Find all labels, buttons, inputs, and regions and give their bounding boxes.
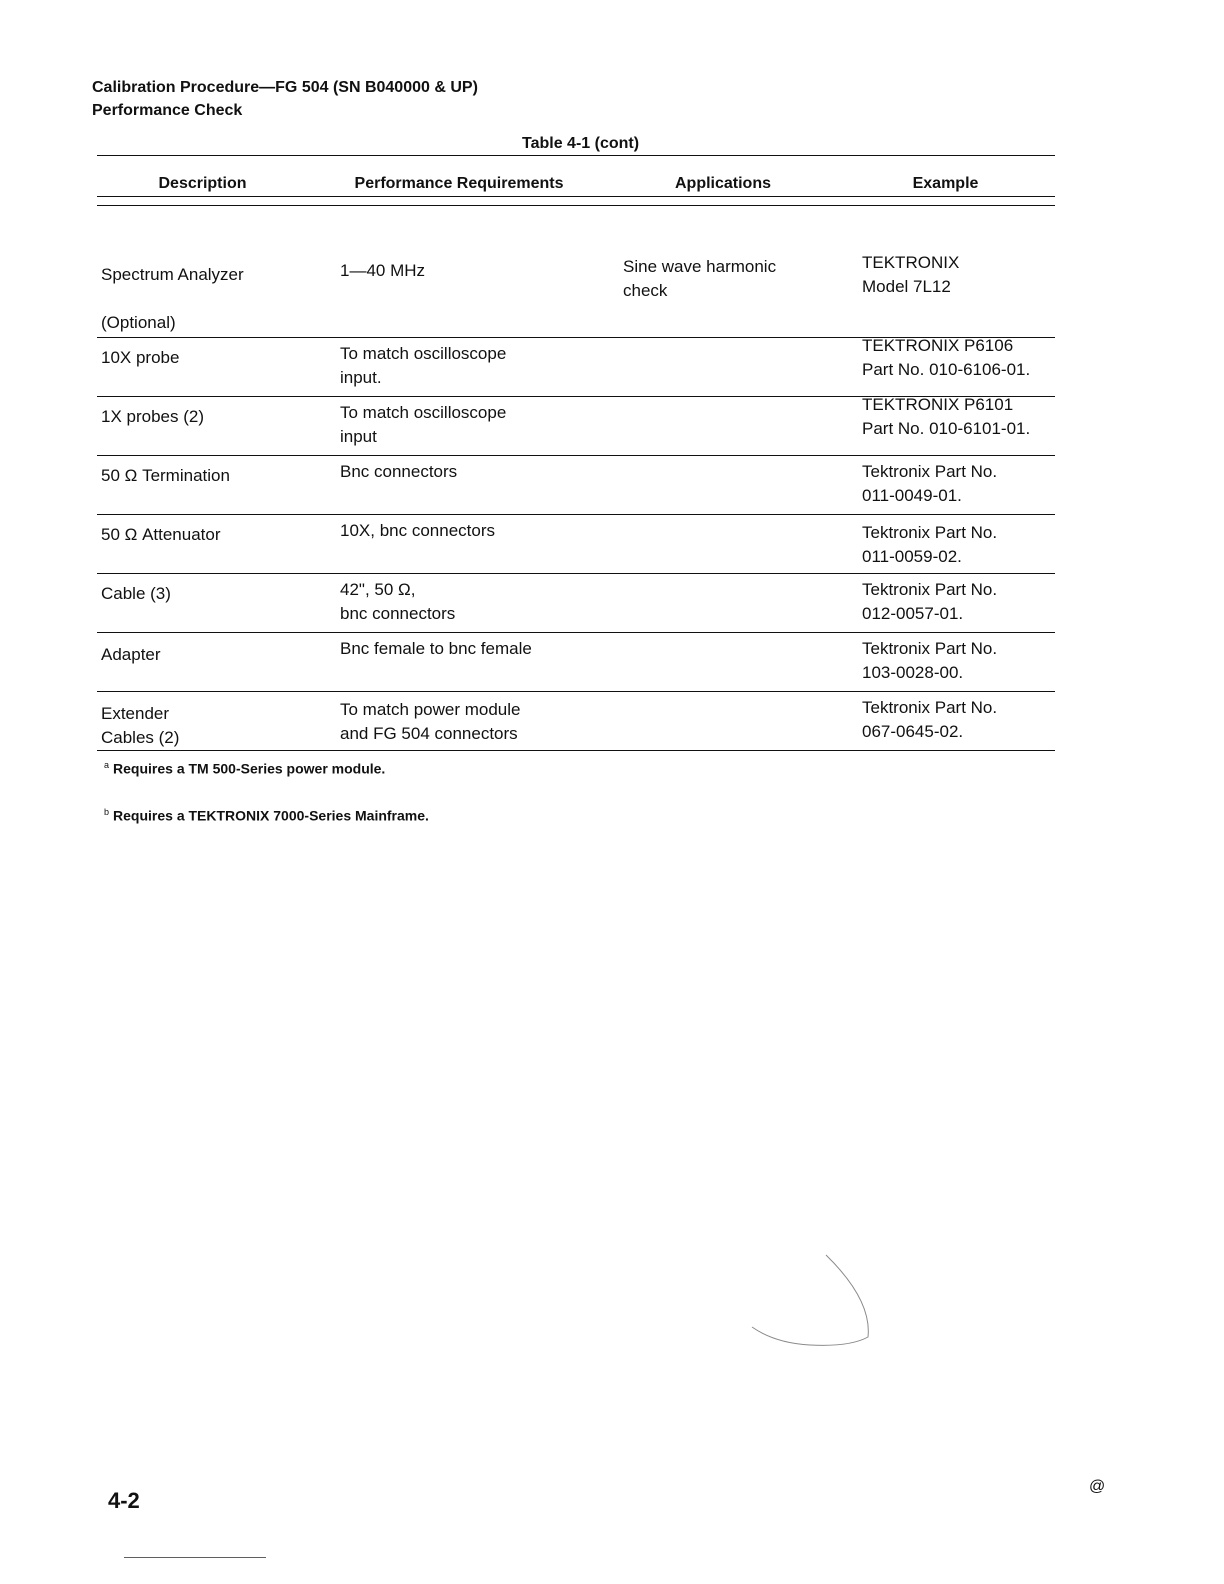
table-body	[97, 207, 1055, 751]
requirement-cell	[340, 460, 610, 484]
table-row	[97, 515, 1055, 574]
cell-line: Bnc connectors	[340, 462, 458, 481]
requirement-cell	[340, 401, 610, 449]
cell-line: To match power module	[340, 700, 521, 719]
table-title: Table 4-1 (cont)	[522, 135, 640, 152]
cell-line: Part No. 010-6101-01.	[862, 419, 1031, 438]
cell-line: 1—40 MHz	[340, 261, 426, 280]
cell-line: Bnc female to bnc female	[340, 639, 532, 658]
cell-line: 067-0645-02.	[862, 722, 964, 741]
description-cell	[101, 523, 301, 547]
footnote-text: Requires a TEKTRONIX 7000-Series Mainframe.	[113, 807, 429, 824]
example-cell	[862, 460, 1052, 508]
cell-line: Cable (3)	[101, 584, 171, 603]
cell-line: 012-0057-01.	[862, 604, 964, 623]
cell-line	[101, 287, 301, 311]
cell-line: To match oscilloscope	[340, 344, 507, 363]
cell-line: To match oscilloscope	[340, 403, 507, 422]
table-row	[97, 456, 1055, 515]
column-header-applications: Applications	[674, 175, 771, 192]
corner-mark: @	[1089, 1478, 1106, 1495]
pencil-scribble	[740, 1245, 880, 1355]
description-cell	[101, 702, 301, 750]
footnote-mark: b	[104, 807, 110, 817]
cell-line: Spectrum Analyzer	[101, 265, 244, 284]
document-header	[92, 76, 478, 122]
cell-line: and FG 504 connectors	[340, 724, 518, 743]
requirement-cell	[340, 637, 610, 661]
cell-line: input	[340, 427, 377, 446]
cell-line: TEKTRONIX	[862, 253, 960, 272]
footnote-mark: a	[104, 760, 110, 770]
table-row	[97, 633, 1055, 692]
table-row	[97, 207, 1055, 338]
table-row	[97, 574, 1055, 633]
example-cell	[862, 578, 1052, 626]
cell-line: 10X, bnc connectors	[340, 521, 495, 540]
header-rule-bottom	[97, 205, 1055, 206]
requirement-cell	[340, 578, 610, 626]
column-header-performance-requirements: Performance Requirements	[354, 175, 564, 192]
application-cell	[623, 255, 833, 303]
example-cell	[862, 393, 1052, 441]
cell-line: check	[623, 281, 668, 300]
table-row	[97, 692, 1055, 751]
description-cell	[101, 643, 301, 667]
cell-line: 42", 50 Ω,	[340, 580, 416, 599]
table-row	[97, 338, 1055, 397]
example-cell	[862, 637, 1052, 685]
cell-line: Tektronix Part No.	[862, 462, 998, 481]
requirement-cell	[340, 259, 610, 283]
cell-line: Tektronix Part No.	[862, 580, 998, 599]
footnote-b	[104, 807, 429, 824]
cell-line: 1X probes (2)	[101, 407, 204, 426]
cell-line: Tektronix Part No.	[862, 523, 998, 542]
cell-line: TEKTRONIX P6106	[862, 336, 1014, 355]
description-cell	[101, 464, 301, 488]
cell-line: 011-0049-01.	[862, 486, 962, 505]
cell-line: 011-0059-02.	[862, 547, 962, 566]
cell-line: Part No. 010-6106-01.	[862, 360, 1031, 379]
cell-line: 103-0028-00.	[862, 663, 964, 682]
description-cell	[101, 346, 301, 370]
footnote-text: Requires a TM 500-Series power module.	[113, 760, 386, 777]
cell-line: Cables (2)	[101, 728, 180, 747]
cell-line: 10X probe	[101, 348, 180, 367]
description-cell	[101, 582, 301, 606]
cell-line: 50 Ω Termination	[101, 466, 230, 485]
cell-line: Sine wave harmonic	[623, 257, 777, 276]
requirement-cell	[340, 342, 610, 390]
cell-line: input.	[340, 368, 382, 387]
requirement-cell	[340, 519, 610, 543]
cell-line: Tektronix Part No.	[862, 639, 998, 658]
cell-line: Extender	[101, 704, 170, 723]
header-title: Calibration Procedure—FG 504 (SN B040000 & UP)	[92, 79, 478, 96]
example-cell	[862, 334, 1052, 382]
header-rule-top	[97, 196, 1055, 197]
description-cell	[101, 405, 301, 429]
cell-line: bnc connectors	[340, 604, 456, 623]
example-cell	[862, 251, 1052, 299]
cell-line: (Optional)	[101, 313, 176, 332]
example-cell	[862, 696, 1052, 744]
page-number: 4-2	[108, 1488, 140, 1513]
footnote-a	[104, 760, 385, 777]
requirement-cell	[340, 698, 610, 746]
cell-line: Model 7L12	[862, 277, 951, 296]
description-cell	[101, 263, 301, 335]
cell-line: Tektronix Part No.	[862, 698, 998, 717]
cell-line: TEKTRONIX P6101	[862, 395, 1014, 414]
column-header-example: Example	[912, 175, 979, 192]
column-header-description: Description	[158, 175, 247, 192]
table-row	[97, 397, 1055, 456]
cell-line: 50 Ω Attenuator	[101, 525, 221, 544]
header-subtitle: Performance Check	[92, 102, 243, 119]
bottom-rule	[124, 1557, 266, 1558]
example-cell	[862, 521, 1052, 569]
table-top-rule	[97, 155, 1055, 156]
cell-line: Adapter	[101, 645, 161, 664]
